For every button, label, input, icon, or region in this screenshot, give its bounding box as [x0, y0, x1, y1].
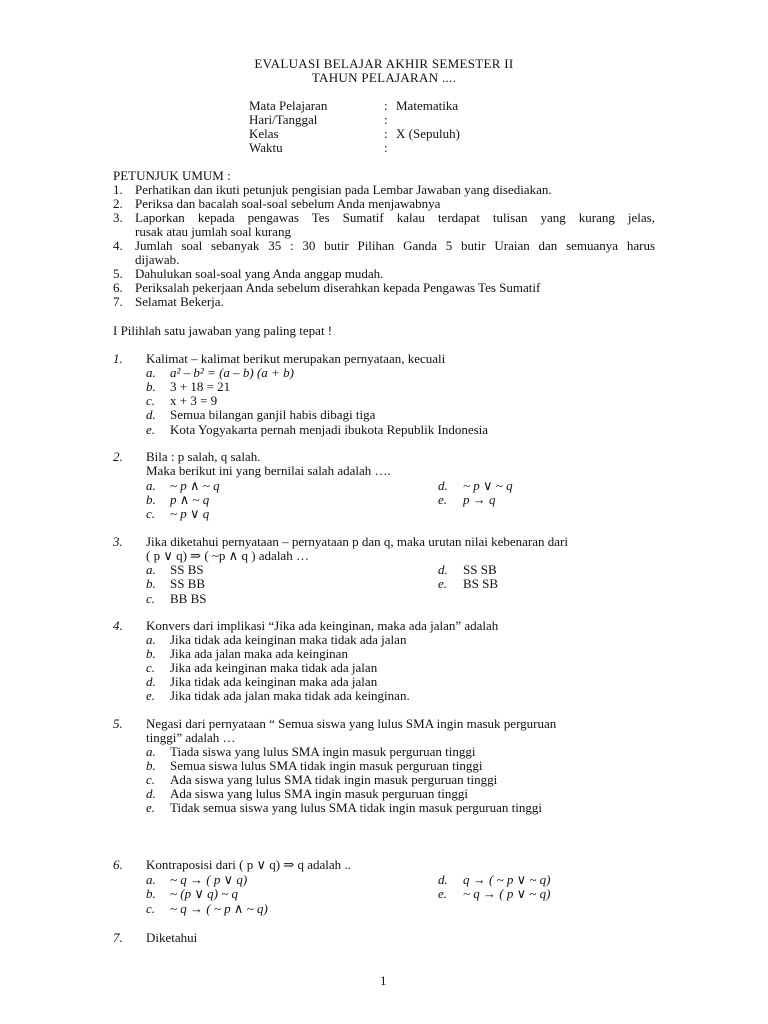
instruction-text: Laporkan kepada pengawas Tes Sumatif kalau terdapat tulisan yang kurang jelas,: [135, 210, 655, 225]
option-letter: a.: [146, 478, 156, 493]
option-letter: d.: [146, 407, 156, 422]
instruction-number: 1.: [113, 182, 123, 197]
academic-year: TAHUN PELAJARAN ....: [311, 70, 457, 85]
instruction-number: 7.: [113, 294, 123, 309]
option-letter: d.: [146, 674, 156, 689]
option-letter: c.: [146, 393, 156, 408]
option-text: Semua siswa lulus SMA tidak ingin masuk perguruan tinggi: [170, 758, 483, 773]
info-label: Waktu: [249, 140, 283, 155]
instruction-text: dijawab.: [135, 252, 180, 267]
instruction-text: rusak atau jumlah soal kurang: [135, 224, 291, 239]
question-text: ( p ∨ q) ⇒ ( ~p ∧ q ) adalah …: [146, 548, 309, 563]
question-number: 6.: [113, 857, 123, 872]
exam-title: EVALUASI BELAJAR AKHIR SEMESTER II: [254, 56, 514, 71]
question-text: tinggi” adalah …: [146, 730, 236, 745]
option-letter: a.: [146, 365, 156, 380]
question-text: Konvers dari implikasi “Jika ada keinginan, maka ada jalan” adalah: [146, 618, 499, 633]
question-text: Maka berikut ini yang bernilai salah adalah ….: [146, 463, 391, 478]
instructions-heading: PETUNJUK UMUM :: [113, 168, 231, 183]
option-text: ~ q → ( p ∨ ~ q): [463, 886, 551, 901]
option-text: SS BS: [170, 562, 204, 577]
option-text: Jika tidak ada keinginan maka ada jalan: [170, 674, 378, 689]
option-text: Kota Yogyakarta pernah menjadi ibukota Republik Indonesia: [170, 422, 489, 437]
info-label: Hari/Tanggal: [249, 112, 318, 127]
option-letter: c.: [146, 901, 156, 916]
question-text: Diketahui: [146, 930, 198, 945]
option-letter: e.: [438, 576, 448, 591]
page-number: 1: [380, 973, 387, 988]
option-letter: d.: [146, 786, 156, 801]
option-text: BS SB: [463, 576, 499, 591]
option-text: a² – b² = (a – b) (a + b): [170, 365, 294, 380]
option-text: Jika ada keinginan maka tidak ada jalan: [170, 660, 378, 675]
option-letter: b.: [146, 379, 156, 394]
option-text: Jika tidak ada keinginan maka tidak ada jalan: [170, 632, 407, 647]
option-letter: c.: [146, 591, 156, 606]
option-text: SS SB: [463, 562, 497, 577]
option-letter: b.: [146, 576, 156, 591]
option-letter: a.: [146, 872, 156, 887]
instruction-number: 2.: [113, 196, 123, 211]
option-letter: e.: [438, 886, 448, 901]
instruction-text: Periksa dan bacalah soal-soal sebelum Anda menjawabnya: [135, 196, 441, 211]
option-text: p → q: [463, 492, 496, 507]
instruction-number: 6.: [113, 280, 123, 295]
option-text: p ∧ ~ q: [170, 492, 210, 507]
option-letter: d.: [438, 872, 448, 887]
option-letter: e.: [146, 688, 156, 703]
option-text: SS BB: [170, 576, 206, 591]
info-value: X (Sepuluh): [396, 126, 460, 141]
instruction-number: 4.: [113, 238, 123, 253]
option-letter: e.: [146, 422, 156, 437]
option-text: Tiada siswa yang lulus SMA ingin masuk perguruan tinggi: [170, 744, 476, 759]
question-number: 7.: [113, 930, 123, 945]
info-label: Kelas: [249, 126, 279, 141]
instruction-text: Periksalah pekerjaan Anda sebelum diserahkan kepada Pengawas Tes Sumatif: [135, 280, 541, 295]
info-label: Mata Pelajaran: [249, 98, 328, 113]
option-letter: e.: [438, 492, 448, 507]
option-text: q → ( ~ p ∨ ~ q): [463, 872, 551, 887]
option-letter: c.: [146, 660, 156, 675]
option-text: Ada siswa yang lulus SMA tidak ingin masuk perguruan tinggi: [170, 772, 498, 787]
info-separator: :: [384, 98, 388, 113]
option-text: ~ p ∨ ~ q: [463, 478, 513, 493]
option-text: ~ q → ( p ∨ q): [170, 872, 248, 887]
option-letter: a.: [146, 632, 156, 647]
option-text: Tidak semua siswa yang lulus SMA tidak ingin masuk perguruan tinggi: [170, 800, 542, 815]
option-text: x + 3 = 9: [170, 393, 218, 408]
option-letter: c.: [146, 506, 156, 521]
section-heading: I Pilihlah satu jawaban yang paling tepat !: [113, 323, 333, 338]
option-text: ~ p ∨ q: [170, 506, 210, 521]
instruction-number: 3.: [113, 210, 123, 225]
question-text: Kontraposisi dari ( p ∨ q) ⇒ q adalah ..: [146, 857, 351, 872]
option-text: BB BS: [170, 591, 207, 606]
option-letter: c.: [146, 772, 156, 787]
option-text: Jika tidak ada jalan maka tidak ada keinginan.: [170, 688, 410, 703]
option-letter: b.: [146, 886, 156, 901]
option-text: Semua bilangan ganjil habis dibagi tiga: [170, 407, 376, 422]
question-number: 5.: [113, 716, 123, 731]
question-text: Negasi dari pernyataan “ Semua siswa yang lulus SMA ingin masuk perguruan: [146, 716, 557, 731]
option-letter: b.: [146, 492, 156, 507]
instruction-text: Jumlah soal sebanyak 35 : 30 butir Pilihan Ganda 5 butir Uraian dan semuanya harus: [135, 238, 655, 253]
option-letter: a.: [146, 744, 156, 759]
option-text: ~ p ∧ ~ q: [170, 478, 220, 493]
option-letter: d.: [438, 478, 448, 493]
instruction-text: Perhatikan dan ikuti petunjuk pengisian pada Lembar Jawaban yang disediakan.: [135, 182, 552, 197]
question-number: 3.: [113, 534, 123, 549]
info-value: Matematika: [396, 98, 459, 113]
option-letter: d.: [438, 562, 448, 577]
info-separator: :: [384, 140, 388, 155]
question-number: 1.: [113, 351, 123, 366]
option-text: ~ q → ( ~ p ∧ ~ q): [170, 901, 268, 916]
option-letter: b.: [146, 646, 156, 661]
question-text: Jika diketahui pernyataan – pernyataan p dan q, maka urutan nilai kebenaran dari: [146, 534, 568, 549]
option-text: Ada siswa yang lulus SMA ingin masuk perguruan tinggi: [170, 786, 469, 801]
info-separator: :: [384, 112, 388, 127]
option-letter: e.: [146, 800, 156, 815]
question-text: Kalimat – kalimat berikut merupakan pernyataan, kecuali: [146, 351, 446, 366]
question-text: Bila : p salah, q salah.: [146, 449, 261, 464]
option-text: ~ (p ∨ q) ~ q: [170, 886, 238, 901]
info-separator: :: [384, 126, 388, 141]
option-letter: a.: [146, 562, 156, 577]
instruction-text: Selamat Bekerja.: [135, 294, 224, 309]
question-number: 2.: [113, 449, 123, 464]
option-text: 3 + 18 = 21: [170, 379, 231, 394]
option-text: Jika ada jalan maka ada keinginan: [170, 646, 348, 661]
question-number: 4.: [113, 618, 123, 633]
instruction-number: 5.: [113, 266, 123, 281]
option-letter: b.: [146, 758, 156, 773]
instruction-text: Dahulukan soal-soal yang Anda anggap mudah.: [135, 266, 384, 281]
